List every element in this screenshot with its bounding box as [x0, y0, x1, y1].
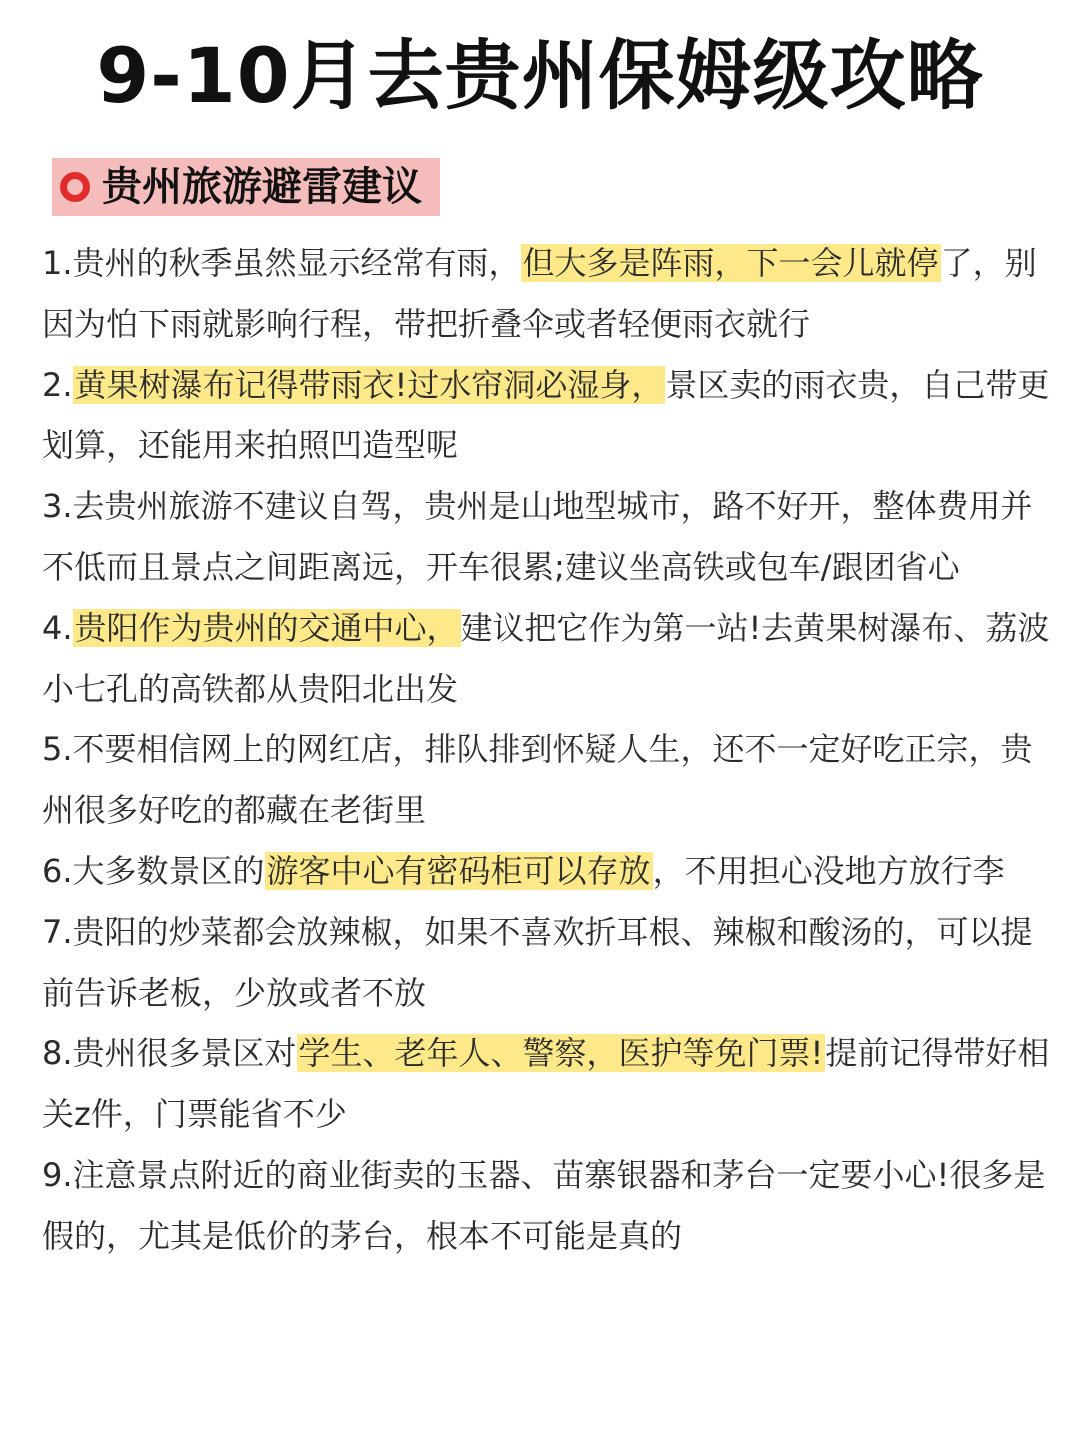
tip-item-2 [42, 355, 1052, 477]
tip-text: 4. [42, 608, 73, 647]
tip-text: 8.贵州很多景区对 [42, 1034, 297, 1073]
tip-highlight: 贵阳作为贵州的交通中心， [74, 608, 459, 647]
tip-text: 景区卖的雨衣贵，自己带更划算，还能用来拍照凹造型呢 [42, 365, 1050, 465]
red-circle-icon [60, 172, 90, 202]
tip-item-6 [42, 841, 1052, 902]
tip-highlight: 学生、老年人、警察，医护等免门票! [298, 1034, 824, 1073]
tip-item-4 [42, 598, 1052, 720]
tip-item-9 [42, 1145, 1052, 1267]
tip-text: 6.大多数景区的 [42, 851, 265, 890]
tip-text: 5.不要相信网上的网红店，排队排到怀疑人生，还不一定好吃正宗，贵州很多好吃的都藏在老街里 [42, 730, 1033, 830]
tip-text: 了，别因为怕下雨就影响行程，带把折叠伞或者轻便雨衣就行 [42, 244, 1037, 343]
section-title: 贵州旅游避雷建议 [102, 164, 422, 210]
tip-highlight: 黄果树瀑布记得带雨衣!过水帘洞必湿身， [74, 365, 664, 404]
tip-text: 2. [42, 365, 73, 404]
tip-item-1 [42, 233, 1052, 355]
tip-text: 建议把它作为第一站!去黄果树瀑布、荔波小七孔的高铁都从贵阳北出发 [42, 608, 1050, 708]
tip-highlight: 游客中心有密码柜可以存放 [266, 851, 651, 890]
tip-text: 9.注意景点附近的商业街卖的玉器、苗寨银器和茅台一定要小心!很多是假的，尤其是低价的茅台，根本不可能是真的 [42, 1155, 1046, 1255]
page-title: 9-10月去贵州保姆级攻略 [96, 31, 984, 120]
tip-text: 1.贵州的秋季虽然显示经常有雨， [42, 244, 521, 282]
tip-highlight: 但大多是阵雨，下一会儿就停 [522, 244, 939, 282]
tip-item-5 [42, 719, 1052, 841]
tip-text: ，不用担心没地方放行李 [652, 851, 1005, 890]
section-header [52, 158, 440, 216]
tip-item-8 [42, 1023, 1052, 1145]
tip-item-7 [42, 902, 1052, 1024]
tip-text: 3.去贵州旅游不建议自驾，贵州是山地型城市，路不好开，整体费用并不低而且景点之间距离远，开车很累;建议坐高铁或包车/跟团省心 [42, 487, 1033, 586]
tip-text: 7.贵阳的炒菜都会放辣椒，如果不喜欢折耳根、辣椒和酸汤的，可以提前告诉老板，少放或者不放 [42, 912, 1033, 1012]
tip-item-3 [42, 476, 1052, 598]
tip-text: 提前记得带好相关z件，门票能省不少 [42, 1034, 1050, 1134]
tips-list [42, 233, 1052, 1267]
